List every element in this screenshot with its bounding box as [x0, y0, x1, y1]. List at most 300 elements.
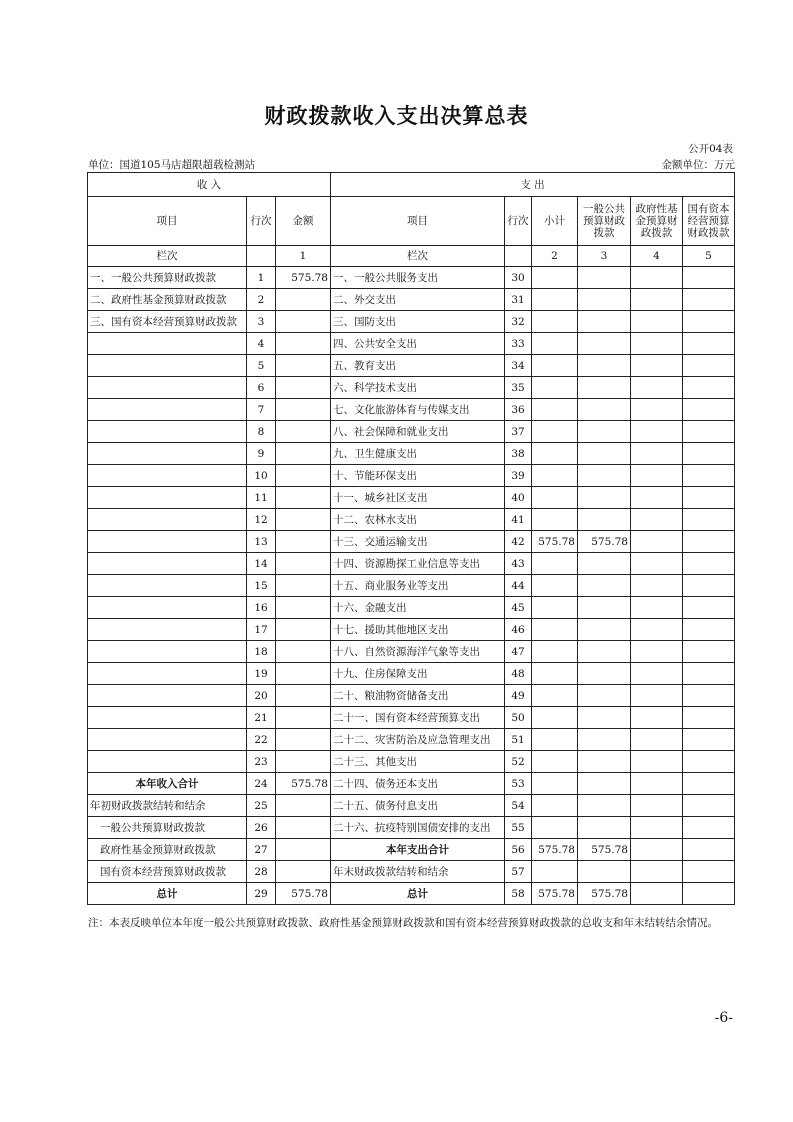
income-amount-cell: 575.78	[276, 773, 331, 795]
general-budget-cell: 575.78	[578, 839, 631, 861]
state-capital-cell	[683, 773, 735, 795]
table-row	[88, 817, 735, 839]
gov-fund-cell	[631, 883, 683, 905]
table-row	[88, 729, 735, 751]
gov-fund-cell	[631, 729, 683, 751]
subtotal-cell: 575.78	[532, 531, 578, 553]
table-row	[88, 311, 735, 333]
table-row	[88, 421, 735, 443]
state-capital-cell	[683, 729, 735, 751]
expense-item-cell: 二十五、债务付息支出	[331, 795, 505, 817]
income-item-cell	[88, 707, 247, 729]
gov-fund-cell	[631, 751, 683, 773]
expense-rowno-cell: 36	[505, 399, 532, 421]
general-budget-cell	[578, 663, 631, 685]
gov-fund-cell	[631, 663, 683, 685]
income-amount-header: 金额	[276, 197, 331, 246]
general-budget-cell	[578, 553, 631, 575]
col-4: 4	[631, 246, 683, 267]
income-item-cell: 年初财政拨款结转和结余	[88, 795, 247, 817]
income-rowno-cell: 26	[247, 817, 276, 839]
table-row	[88, 333, 735, 355]
income-item-cell	[88, 509, 247, 531]
footnote: 注：本表反映单位本年度一般公共预算财政拨款、政府性基金预算财政拨款和国有资本经营预算财政拨款的总收支和年末结转结余情况。	[88, 917, 718, 929]
subtotal-cell	[532, 663, 578, 685]
col-3: 3	[578, 246, 631, 267]
gov-fund-header: 政府性基金预算财政拨款	[631, 197, 683, 246]
expense-rowno-cell: 33	[505, 333, 532, 355]
expense-item-cell: 二十二、灾害防治及应急管理支出	[331, 729, 505, 751]
state-capital-cell	[683, 289, 735, 311]
subtotal-cell	[532, 377, 578, 399]
general-budget-cell	[578, 575, 631, 597]
general-budget-cell	[578, 751, 631, 773]
table-row	[88, 663, 735, 685]
expense-item-cell: 二十三、其他支出	[331, 751, 505, 773]
expense-item-cell: 十、节能环保支出	[331, 465, 505, 487]
income-rowno-cell: 15	[247, 575, 276, 597]
gov-fund-cell	[631, 861, 683, 883]
income-amount-cell	[276, 751, 331, 773]
subtotal-cell	[532, 707, 578, 729]
expense-rowno-cell: 46	[505, 619, 532, 641]
income-amount-cell	[276, 333, 331, 355]
income-amount-cell	[276, 553, 331, 575]
income-rowno-cell: 7	[247, 399, 276, 421]
col-5: 5	[683, 246, 735, 267]
income-amount-cell	[276, 597, 331, 619]
gov-fund-cell	[631, 289, 683, 311]
income-rowno-cell: 5	[247, 355, 276, 377]
income-item-cell	[88, 377, 247, 399]
table-row	[88, 531, 735, 553]
general-budget-cell	[578, 487, 631, 509]
expense-item-cell: 二、外交支出	[331, 289, 505, 311]
expense-item-header: 项目	[331, 197, 505, 246]
income-item-cell: 总计	[88, 883, 247, 905]
expense-item-cell: 年末财政拨款结转和结余	[331, 861, 505, 883]
gov-fund-cell	[631, 267, 683, 289]
form-code: 公开04表	[688, 143, 733, 155]
col-1: 1	[276, 246, 331, 267]
general-budget-cell	[578, 465, 631, 487]
state-capital-cell	[683, 817, 735, 839]
general-budget-cell	[578, 311, 631, 333]
expense-item-cell: 四、公共安全支出	[331, 333, 505, 355]
state-capital-cell	[683, 355, 735, 377]
state-capital-cell	[683, 267, 735, 289]
expense-item-cell: 三、国防支出	[331, 311, 505, 333]
subtotal-cell	[532, 619, 578, 641]
expense-rowno-cell: 30	[505, 267, 532, 289]
state-capital-cell	[683, 421, 735, 443]
income-item-cell: 三、国有资本经营预算财政拨款	[88, 311, 247, 333]
expense-rowno-cell: 58	[505, 883, 532, 905]
budget-table	[87, 172, 735, 905]
subtotal-cell	[532, 817, 578, 839]
table-row	[88, 751, 735, 773]
income-rowno-cell: 29	[247, 883, 276, 905]
expense-rowno-cell: 50	[505, 707, 532, 729]
income-item-cell	[88, 663, 247, 685]
table-row	[88, 487, 735, 509]
income-amount-cell	[276, 663, 331, 685]
expense-item-cell: 二十四、债务还本支出	[331, 773, 505, 795]
expense-rowno-cell: 49	[505, 685, 532, 707]
gov-fund-cell	[631, 553, 683, 575]
income-item-cell	[88, 641, 247, 663]
income-item-cell	[88, 575, 247, 597]
expense-item-cell: 八、社会保障和就业支出	[331, 421, 505, 443]
income-item-cell	[88, 531, 247, 553]
general-budget-cell	[578, 333, 631, 355]
expense-rowno-cell: 57	[505, 861, 532, 883]
income-rowno-cell: 28	[247, 861, 276, 883]
expense-item-cell: 九、卫生健康支出	[331, 443, 505, 465]
gov-fund-cell	[631, 509, 683, 531]
expense-rowno-cell: 31	[505, 289, 532, 311]
expense-rowno-cell: 51	[505, 729, 532, 751]
expense-rowno-cell: 37	[505, 421, 532, 443]
table-row	[88, 839, 735, 861]
income-rowno-cell: 10	[247, 465, 276, 487]
expense-item-cell: 二十一、国有资本经营预算支出	[331, 707, 505, 729]
table-row	[88, 883, 735, 905]
income-item-cell: 国有资本经营预算财政拨款	[88, 861, 247, 883]
general-budget-cell: 575.78	[578, 883, 631, 905]
income-amount-cell	[276, 377, 331, 399]
state-capital-cell	[683, 333, 735, 355]
state-capital-cell	[683, 509, 735, 531]
expense-item-cell: 十八、自然资源海洋气象等支出	[331, 641, 505, 663]
income-rowno-cell: 4	[247, 333, 276, 355]
income-item-cell	[88, 597, 247, 619]
income-rowno-cell: 23	[247, 751, 276, 773]
expense-rowno-header: 行次	[505, 197, 532, 246]
expense-rowno-cell: 40	[505, 487, 532, 509]
general-budget-cell	[578, 289, 631, 311]
gov-fund-cell	[631, 399, 683, 421]
income-item-cell	[88, 421, 247, 443]
general-budget-cell	[578, 861, 631, 883]
income-item-cell: 一、一般公共预算财政拨款	[88, 267, 247, 289]
state-capital-cell	[683, 399, 735, 421]
state-capital-cell	[683, 487, 735, 509]
state-capital-cell	[683, 597, 735, 619]
state-capital-cell	[683, 795, 735, 817]
income-rowno-cell: 2	[247, 289, 276, 311]
gov-fund-cell	[631, 685, 683, 707]
general-budget-cell	[578, 443, 631, 465]
expense-item-cell: 十九、住房保障支出	[331, 663, 505, 685]
state-capital-cell	[683, 575, 735, 597]
subtotal-cell	[532, 773, 578, 795]
income-rowno-cell: 17	[247, 619, 276, 641]
income-item-cell	[88, 399, 247, 421]
state-capital-cell	[683, 839, 735, 861]
general-budget-cell	[578, 641, 631, 663]
income-rowno-cell: 3	[247, 311, 276, 333]
subtotal-cell	[532, 861, 578, 883]
state-capital-cell	[683, 861, 735, 883]
table-row	[88, 355, 735, 377]
income-rowno-cell: 6	[247, 377, 276, 399]
subtotal-cell	[532, 443, 578, 465]
state-capital-cell	[683, 751, 735, 773]
table-row	[88, 861, 735, 883]
income-item-cell	[88, 553, 247, 575]
subtotal-cell	[532, 553, 578, 575]
subtotal-cell	[532, 729, 578, 751]
general-budget-cell	[578, 355, 631, 377]
expense-item-cell: 十一、城乡社区支出	[331, 487, 505, 509]
state-capital-cell	[683, 641, 735, 663]
income-amount-cell	[276, 311, 331, 333]
income-rowno-cell: 1	[247, 267, 276, 289]
income-item-cell	[88, 619, 247, 641]
income-item-cell: 政府性基金预算财政拨款	[88, 839, 247, 861]
income-amount-cell	[276, 729, 331, 751]
table-row	[88, 377, 735, 399]
expense-rowno-cell: 39	[505, 465, 532, 487]
income-amount-cell	[276, 795, 331, 817]
expense-item-cell: 十二、农林水支出	[331, 509, 505, 531]
income-amount-cell	[276, 707, 331, 729]
general-budget-cell	[578, 773, 631, 795]
table-row	[88, 685, 735, 707]
income-amount-cell	[276, 619, 331, 641]
income-amount-cell: 575.78	[276, 883, 331, 905]
table-row	[88, 289, 735, 311]
gov-fund-cell	[631, 619, 683, 641]
gov-fund-cell	[631, 839, 683, 861]
income-col-label: 栏次	[88, 246, 247, 267]
income-amount-cell	[276, 575, 331, 597]
expense-rowno-cell: 43	[505, 553, 532, 575]
subtotal-cell	[532, 509, 578, 531]
income-amount-cell	[276, 289, 331, 311]
general-budget-cell	[578, 817, 631, 839]
income-rowno-cell: 27	[247, 839, 276, 861]
subtotal-cell	[532, 311, 578, 333]
income-amount-cell	[276, 465, 331, 487]
expense-rowno-cell: 44	[505, 575, 532, 597]
state-capital-cell	[683, 465, 735, 487]
expense-item-cell: 十七、援助其他地区支出	[331, 619, 505, 641]
table-row	[88, 641, 735, 663]
income-item-cell: 二、政府性基金预算财政拨款	[88, 289, 247, 311]
income-rowno-cell: 20	[247, 685, 276, 707]
expense-header: 支 出	[331, 173, 735, 197]
table-row	[88, 575, 735, 597]
income-item-cell	[88, 685, 247, 707]
general-budget-cell	[578, 619, 631, 641]
income-amount-cell	[276, 487, 331, 509]
table-row	[88, 773, 735, 795]
subtotal-cell	[532, 597, 578, 619]
gov-fund-cell	[631, 575, 683, 597]
gov-fund-cell	[631, 817, 683, 839]
page-number: -6-	[714, 1010, 733, 1026]
expense-rowno-cell: 41	[505, 509, 532, 531]
expense-rowno-cell: 32	[505, 311, 532, 333]
subtotal-cell	[532, 399, 578, 421]
gov-fund-cell	[631, 795, 683, 817]
subtotal-cell	[532, 355, 578, 377]
expense-item-cell: 十三、交通运输支出	[331, 531, 505, 553]
income-amount-cell	[276, 861, 331, 883]
general-budget-cell	[578, 399, 631, 421]
subtotal-cell	[532, 641, 578, 663]
gov-fund-cell	[631, 487, 683, 509]
state-capital-cell	[683, 443, 735, 465]
state-capital-cell	[683, 883, 735, 905]
gov-fund-cell	[631, 377, 683, 399]
income-rowno-header: 行次	[247, 197, 276, 246]
general-budget-cell	[578, 267, 631, 289]
table-row	[88, 795, 735, 817]
income-item-cell	[88, 465, 247, 487]
table-row	[88, 267, 735, 289]
subtotal-cell: 575.78	[532, 883, 578, 905]
income-item-cell	[88, 729, 247, 751]
expense-rowno-cell: 34	[505, 355, 532, 377]
gov-fund-cell	[631, 597, 683, 619]
income-amount-cell	[276, 355, 331, 377]
expense-rowno-cell: 38	[505, 443, 532, 465]
state-capital-cell	[683, 707, 735, 729]
state-capital-header: 国有资本经营预算财政拨款	[683, 197, 735, 246]
income-item-cell: 本年收入合计	[88, 773, 247, 795]
expense-item-cell: 二十六、抗疫特别国债安排的支出	[331, 817, 505, 839]
general-budget-cell	[578, 707, 631, 729]
income-amount-cell	[276, 531, 331, 553]
state-capital-cell	[683, 377, 735, 399]
gov-fund-cell	[631, 707, 683, 729]
income-rowno-cell: 25	[247, 795, 276, 817]
income-amount-cell	[276, 839, 331, 861]
subtotal-header: 小计	[532, 197, 578, 246]
income-item-header: 项目	[88, 197, 247, 246]
expense-rowno-cell: 47	[505, 641, 532, 663]
general-budget-header: 一般公共预算财政拨款	[578, 197, 631, 246]
table-row	[88, 509, 735, 531]
income-amount-cell	[276, 509, 331, 531]
table-row	[88, 707, 735, 729]
table-row	[88, 399, 735, 421]
income-item-cell	[88, 333, 247, 355]
subtotal-cell	[532, 751, 578, 773]
general-budget-cell	[578, 509, 631, 531]
expense-item-cell: 七、文化旅游体育与传媒支出	[331, 399, 505, 421]
general-budget-cell	[578, 377, 631, 399]
state-capital-cell	[683, 553, 735, 575]
general-budget-cell	[578, 685, 631, 707]
table-row	[88, 619, 735, 641]
empty-cell	[505, 246, 532, 267]
income-rowno-cell: 22	[247, 729, 276, 751]
income-rowno-cell: 14	[247, 553, 276, 575]
gov-fund-cell	[631, 773, 683, 795]
income-item-cell	[88, 487, 247, 509]
expense-item-cell: 总计	[331, 883, 505, 905]
income-rowno-cell: 12	[247, 509, 276, 531]
expense-item-cell: 六、科学技术支出	[331, 377, 505, 399]
table-row	[88, 597, 735, 619]
income-amount-cell	[276, 641, 331, 663]
subtotal-cell	[532, 421, 578, 443]
subtotal-cell	[532, 333, 578, 355]
income-item-cell	[88, 355, 247, 377]
general-budget-cell	[578, 421, 631, 443]
table-row	[88, 465, 735, 487]
income-amount-cell	[276, 685, 331, 707]
subtotal-cell: 575.78	[532, 839, 578, 861]
general-budget-cell: 575.78	[578, 531, 631, 553]
gov-fund-cell	[631, 311, 683, 333]
expense-rowno-cell: 56	[505, 839, 532, 861]
expense-rowno-cell: 45	[505, 597, 532, 619]
expense-rowno-cell: 42	[505, 531, 532, 553]
gov-fund-cell	[631, 443, 683, 465]
expense-rowno-cell: 35	[505, 377, 532, 399]
income-rowno-cell: 9	[247, 443, 276, 465]
expense-item-cell: 一、一般公共服务支出	[331, 267, 505, 289]
subtotal-cell	[532, 795, 578, 817]
general-budget-cell	[578, 597, 631, 619]
subtotal-cell	[532, 289, 578, 311]
state-capital-cell	[683, 531, 735, 553]
expense-item-cell: 十四、资源勘探工业信息等支出	[331, 553, 505, 575]
income-rowno-cell: 24	[247, 773, 276, 795]
expense-rowno-cell: 55	[505, 817, 532, 839]
income-rowno-cell: 11	[247, 487, 276, 509]
income-rowno-cell: 16	[247, 597, 276, 619]
gov-fund-cell	[631, 641, 683, 663]
subtotal-cell	[532, 267, 578, 289]
income-rowno-cell: 21	[247, 707, 276, 729]
general-budget-cell	[578, 795, 631, 817]
gov-fund-cell	[631, 465, 683, 487]
expense-rowno-cell: 54	[505, 795, 532, 817]
state-capital-cell	[683, 619, 735, 641]
table-row	[88, 443, 735, 465]
expense-item-cell: 十六、金融支出	[331, 597, 505, 619]
income-amount-cell	[276, 817, 331, 839]
subtotal-cell	[532, 487, 578, 509]
expense-rowno-cell: 48	[505, 663, 532, 685]
income-rowno-cell: 13	[247, 531, 276, 553]
income-item-cell	[88, 443, 247, 465]
income-rowno-cell: 19	[247, 663, 276, 685]
income-rowno-cell: 8	[247, 421, 276, 443]
expense-item-cell: 本年支出合计	[331, 839, 505, 861]
gov-fund-cell	[631, 531, 683, 553]
gov-fund-cell	[631, 333, 683, 355]
state-capital-cell	[683, 663, 735, 685]
expense-rowno-cell: 53	[505, 773, 532, 795]
gov-fund-cell	[631, 355, 683, 377]
income-amount-cell	[276, 443, 331, 465]
col-2: 2	[532, 246, 578, 267]
expense-item-cell: 二十、粮油物资储备支出	[331, 685, 505, 707]
page-title: 财政拨款收入支出决算总表	[264, 103, 529, 128]
expense-col-label: 栏次	[331, 246, 505, 267]
gov-fund-cell	[631, 421, 683, 443]
amount-unit: 金额单位：万元	[661, 159, 735, 171]
income-amount-cell: 575.78	[276, 267, 331, 289]
state-capital-cell	[683, 685, 735, 707]
